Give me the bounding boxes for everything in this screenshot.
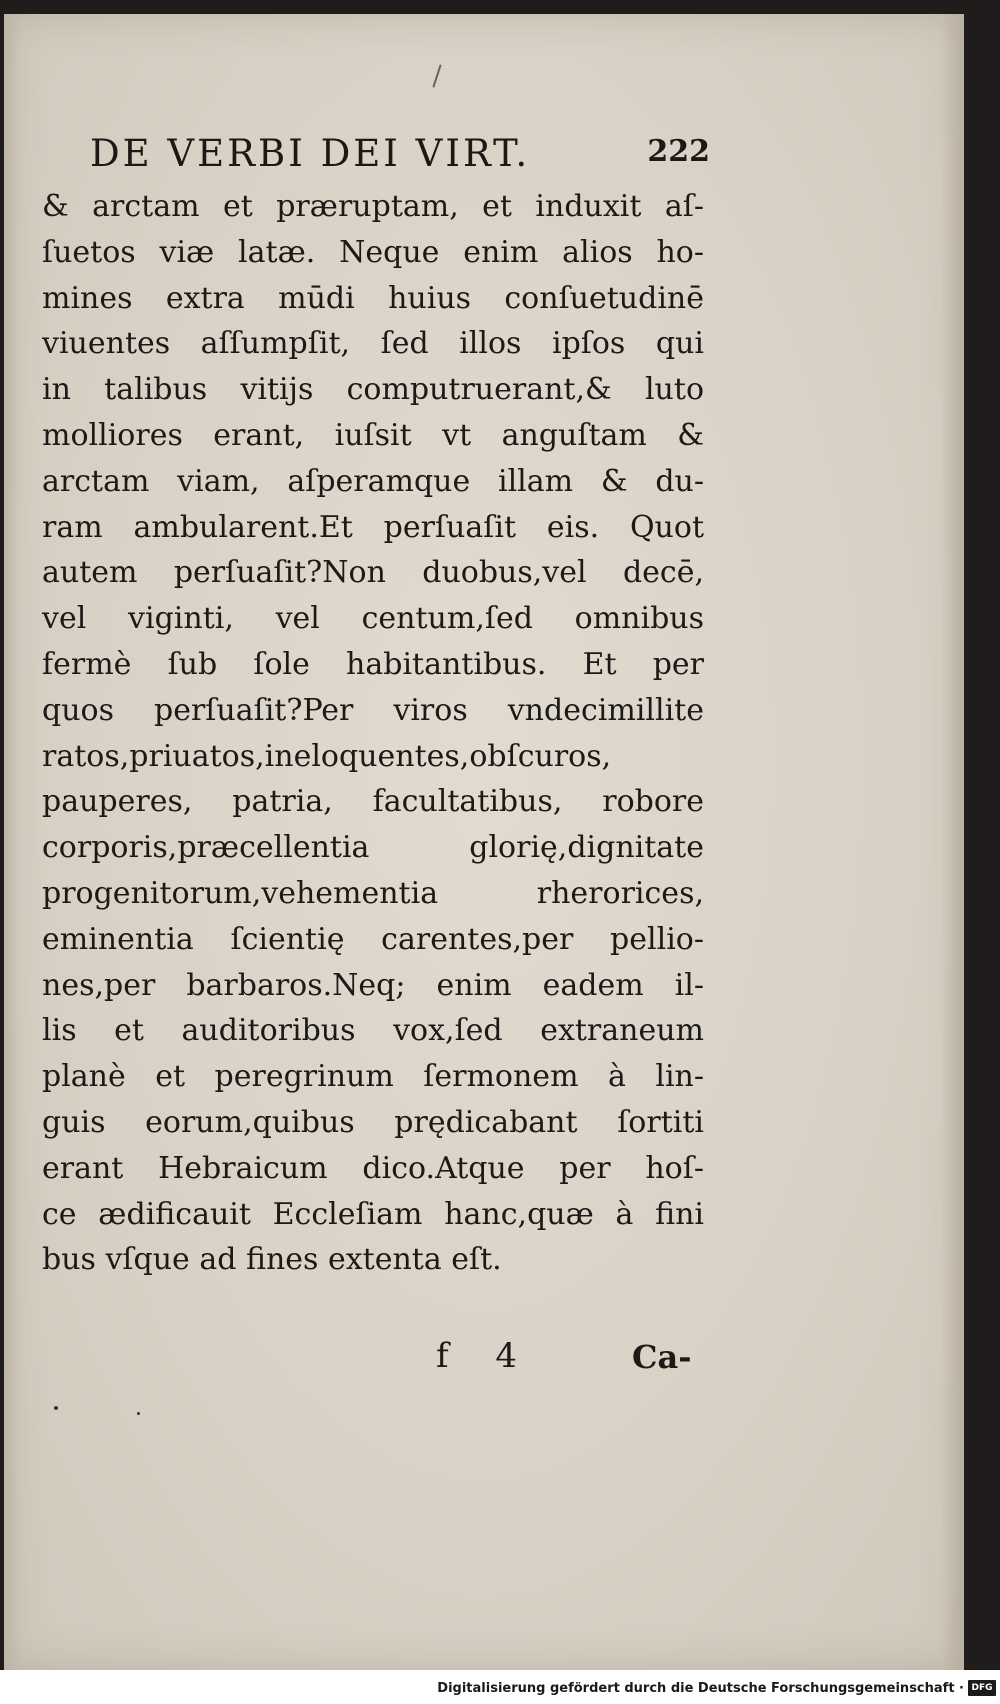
paper-speck xyxy=(54,1406,58,1410)
text-line: erant Hebraicum dico.Atque per hoſ- xyxy=(42,1150,704,1186)
page-edge-shadow xyxy=(942,14,964,1670)
text-line: lis et auditoribus vox,ſed extraneum xyxy=(42,1013,704,1049)
text-line: mines extra mūdi huius conſuetudinē xyxy=(42,280,704,316)
text-line: ram ambularent.Et perſuaſit eis. Quot xyxy=(42,509,704,545)
funding-credit: Digitalisierung gefördert durch die Deutsche Forschungsgemeinschaft · xyxy=(437,1681,964,1696)
folio-number: 222 xyxy=(647,134,710,169)
paper-speck xyxy=(137,1412,140,1415)
text-line: pauperes, patria, facultatibus, robore xyxy=(42,784,704,820)
catchword: Ca- xyxy=(632,1338,692,1376)
spine-shadow xyxy=(4,14,18,1670)
text-line: arctam viam, aſperamque illam & du- xyxy=(42,463,704,499)
text-line: planè et peregrinum ſermonem à lin- xyxy=(42,1059,704,1095)
text-line: corporis,præcellentia glorię,dignitate xyxy=(42,830,704,866)
signature-mark: f 4 xyxy=(436,1336,536,1376)
text-line: viuentes aſſumpſit, ſed illos ipſos qui xyxy=(42,326,704,362)
text-line: progenitorum,vehementia rherorices, xyxy=(42,875,704,911)
text-line: quos perſuaſit?Per viros vndecimillite xyxy=(42,692,704,728)
text-line: autem perſuaſit?Non duobus,vel decē, xyxy=(42,555,704,591)
text-line: ce ædificauit Eccleſiam hanc,quæ à fini xyxy=(42,1196,704,1232)
text-line: eminentia ſcientię carentes,per pellio- xyxy=(42,921,704,957)
text-line: ſuetos viæ latæ. Neque enim alios ho- xyxy=(42,234,704,270)
text-line: vel viginti, vel centum,ſed omnibus xyxy=(42,601,704,637)
running-head-title: DE VERBI DEI VIRT. xyxy=(90,132,531,175)
text-line: in talibus vitijs computruerant,& luto xyxy=(42,372,704,408)
dfg-logo-icon: DFG xyxy=(968,1680,996,1696)
text-line: guis eorum,quibus prędicabant ſortiti xyxy=(42,1104,704,1140)
paper-scratch xyxy=(432,64,441,87)
text-line: nes,per barbaros.Neq; enim eadem il- xyxy=(42,967,704,1003)
text-line: molliores erant, iuſsit vt anguſtam & xyxy=(42,417,704,453)
text-line: & arctam et præruptam, et induxit aſ- xyxy=(42,189,704,224)
text-line: bus vſque ad fines extenta eſt. xyxy=(42,1242,502,1278)
running-head xyxy=(90,132,710,180)
footer-bar xyxy=(0,1670,1000,1704)
body-text xyxy=(42,184,704,1283)
text-line: fermè ſub ſole habitantibus. Et per xyxy=(42,646,704,682)
text-line: ratos,priuatos,ineloquentes,obſcuros, xyxy=(42,738,612,774)
book-page xyxy=(4,14,964,1670)
